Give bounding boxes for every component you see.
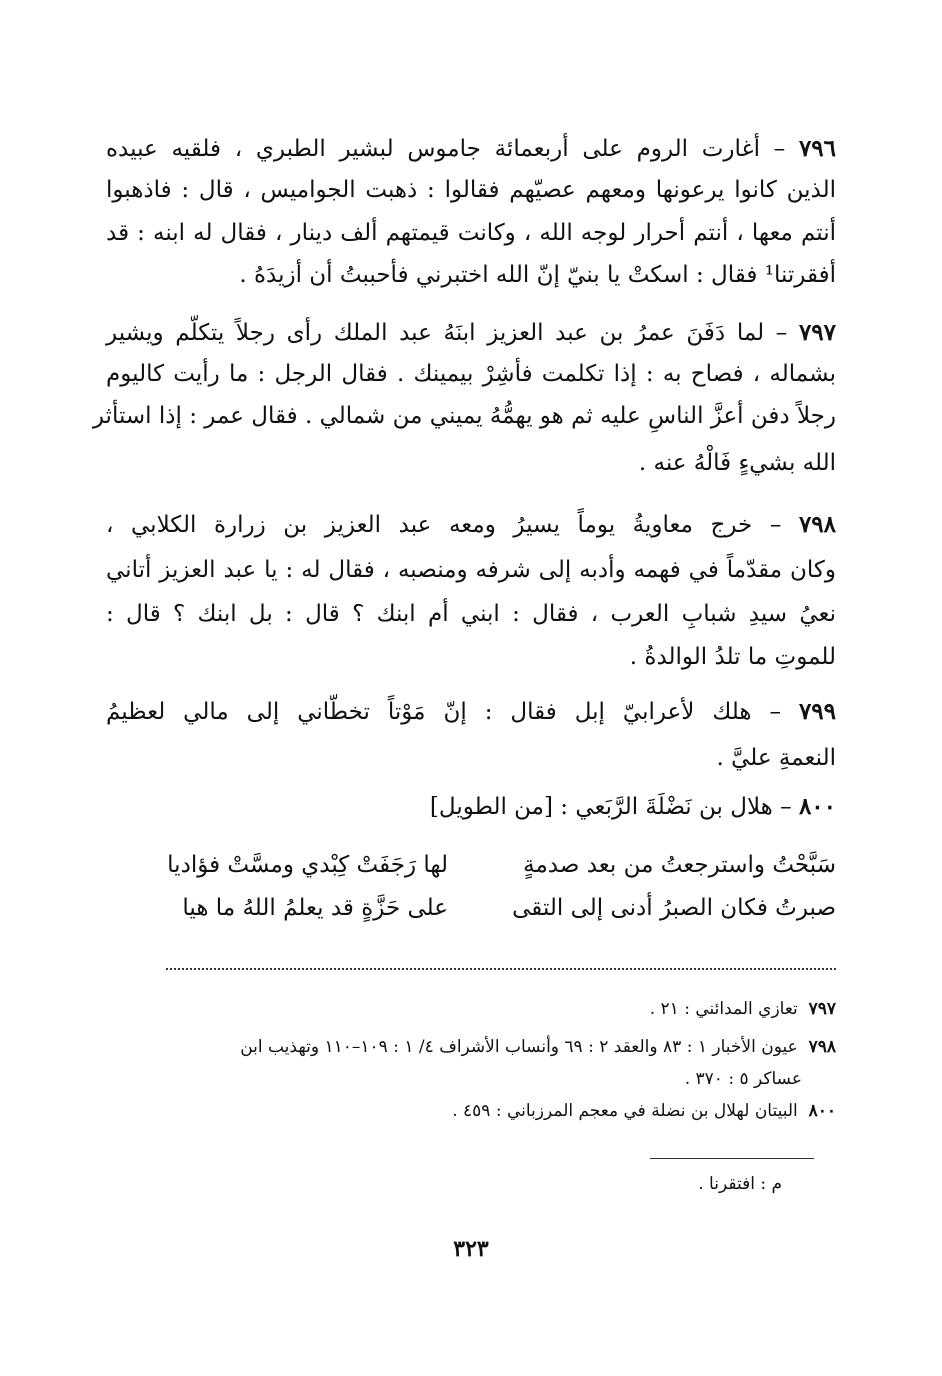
source-note-798 — [240, 1032, 836, 1062]
variant-note: م : افتقرنا . — [698, 1174, 782, 1194]
entry-796-line-2: الذين كانوا يرعونها ومعهم عصيّهم فقالوا : ذهبت الجواميس ، قال : فاذهبوا — [106, 177, 836, 203]
page-number: ٣٢٣ — [453, 1236, 489, 1262]
entry-text: خرج معاويةُ يوماً يسيرُ ومعه عبد العزيز بن زرارة الكلابي ، — [106, 512, 753, 538]
verse-2-hemistich-2: على حَزَّةٍ قد يعلمُ اللهُ ما هيا — [182, 895, 448, 921]
entry-text: هلك لأعرابيّ إبل فقال : إنّ مَوْتاً تخطّاني إلى مالي لعظيمُ — [106, 699, 752, 725]
verse-2-hemistich-1: صبرتُ فكان الصبرُ أدنى إلى التقى — [512, 895, 836, 921]
entry-797-line-3: رجلاً دفن أعزَّ الناسِ عليه ثم هو يهمُّهُ يميني من شمالي . فقال عمر : إذا استأثر — [92, 403, 836, 429]
variant-separator — [650, 1158, 814, 1159]
entry-799-line-1: ٧٩٩ – هلك لأعرابيّ إبل فقال : إنّ مَوْتاً تخطّاني إلى مالي لعظيمُ — [106, 698, 836, 725]
entry-796-line-1: ٧٩٦ – أغارت الروم على أربعمائة جاموس لبشير الطبري ، فلقيه عبيده — [106, 135, 837, 162]
source-text: عيون الأخبار ١ : ٨٣ والعقد ٢ : ٦٩ وأنساب الأشراف ٤/ ١ : ١٠٩–١١٠ وتهذيب ابن — [240, 1037, 798, 1057]
source-number: ٧٩٨ — [808, 1037, 836, 1057]
verse-1-hemistich-2: لها رَجَفَتْ كِبْدي ومسَّتْ فؤاديا — [167, 852, 448, 878]
entry-796-line-4: أفقرتنا¹ فقال : اسكتْ يا بنيّ إنّ الله اختبرني فأحببتُ أن أزيدَهُ . — [239, 262, 836, 288]
entry-797-line-2: بشماله ، فصاح به : إذا تكلمت فأشِرْ بيمينك . فقال الرجل : ما رأيت كاليوم — [106, 361, 836, 387]
footnote-separator — [166, 968, 836, 970]
entry-number: ٧٩٦ — [798, 135, 837, 162]
source-note-798-cont: عساكر ٥ : ٣٧٠ . — [684, 1069, 802, 1089]
entry-798-line-2: وكان مقدّماً في فهمه وأدبه إلى شرفه ومنصبه ، فقال له : يا عبد العزيز أتاني — [106, 557, 836, 583]
source-text: تعازي المدائني : ٢١ . — [649, 999, 798, 1019]
entry-799-line-2: النعمةِ عليَّ . — [716, 745, 836, 771]
entry-text: أغارت الروم على أربعمائة جاموس لبشير الطبري ، فلقيه عبيده — [106, 136, 760, 162]
entry-796-line-3: أنتم معها ، أنتم أحرار لوجه الله ، وكانت قيمتهم ألف دينار ، فقال له ابنه : قد — [106, 220, 836, 246]
entry-798-line-4: للموتِ ما تلدُ الوالدةُ . — [629, 644, 836, 670]
source-number: ٧٩٧ — [808, 999, 836, 1019]
source-text: البيتان لهلال بن نضلة في معجم المرزباني : ٤٥٩ . — [452, 1101, 798, 1121]
entry-800-heading: ٨٠٠ – هلال بن نَضْلَةَ الرَّبَعي : [من الطويل] — [429, 793, 836, 820]
entry-798-line-1: ٧٩٨ – خرج معاويةُ يوماً يسيرُ ومعه عبد العزيز بن زرارة الكلابي ، — [106, 511, 836, 538]
source-note-800 — [452, 1096, 836, 1126]
entry-number: ٧٩٧ — [798, 319, 836, 346]
source-number: ٨٠٠ — [808, 1101, 836, 1121]
source-note-797 — [650, 994, 836, 1024]
entry-number: ٧٩٨ — [798, 511, 836, 538]
verse-1-hemistich-1: سَبَّحْتُ واسترجعتُ من بعد صدمةٍ — [523, 852, 836, 878]
entry-797-line-1: ٧٩٧ – لما دَفَنَ عمرُ بن عبد العزيز ابنَهُ عبد الملك رأى رجلاً يتكلّم ويشير — [106, 319, 836, 346]
entry-number: ٧٩٩ — [798, 698, 836, 725]
entry-797-line-4: الله بشيءٍ فَالْهُ عنه . — [638, 450, 836, 476]
entry-798-line-3: نعيُ سيدِ شبابِ العرب ، فقال : ابني أم ابنك ؟ قال : بل ابنك ؟ قال : — [106, 601, 836, 627]
entry-text: هلال بن نَضْلَةَ الرَّبَعي : [من الطويل] — [429, 794, 773, 820]
entry-number: ٨٠٠ — [798, 793, 836, 820]
entry-text: لما دَفَنَ عمرُ بن عبد العزيز ابنَهُ عبد الملك رأى رجلاً يتكلّم ويشير — [106, 320, 765, 346]
